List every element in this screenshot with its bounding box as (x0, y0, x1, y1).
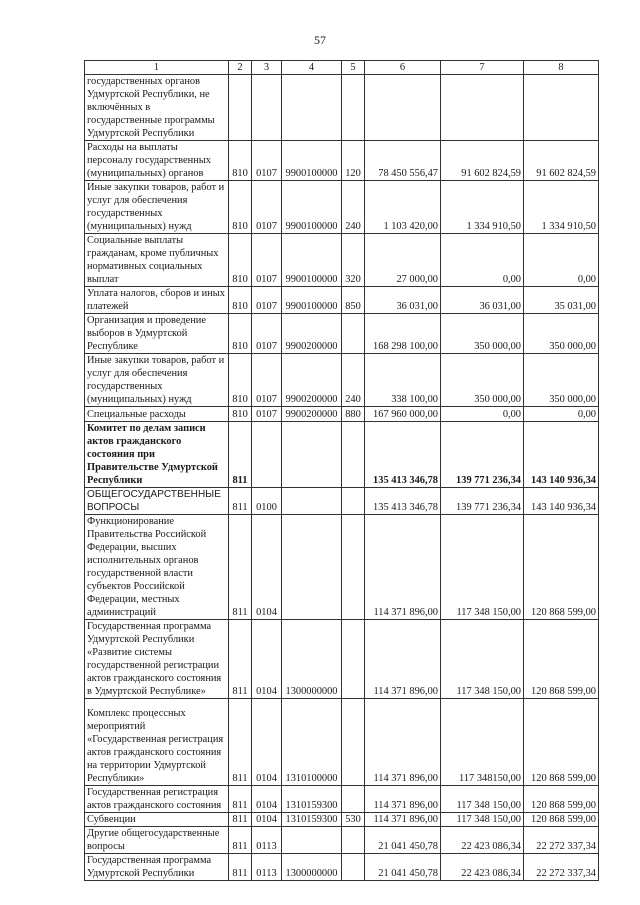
header-col-7: 7 (441, 61, 524, 75)
row-name: Субвенции (85, 813, 229, 827)
header-col-8: 8 (524, 61, 599, 75)
row-expense-type (342, 786, 365, 813)
row-gr-code: 811 (229, 620, 252, 699)
row-expense-type (342, 827, 365, 854)
row-amount-col8: 143 140 936,34 (524, 488, 599, 515)
row-expense-type (342, 699, 365, 786)
row-amount-col6: 114 371 896,00 (365, 813, 441, 827)
row-amount-col6: 114 371 896,00 (365, 699, 441, 786)
table-row (85, 287, 599, 314)
row-target-code: 1310100000 (282, 699, 342, 786)
row-gr-code: 811 (229, 422, 252, 488)
row-amount-col6: 167 960 000,00 (365, 407, 441, 422)
row-gr-code: 811 (229, 488, 252, 515)
table-row (85, 699, 599, 786)
row-amount-col7: 22 423 086,34 (441, 827, 524, 854)
row-target-code: 9900200000 (282, 354, 342, 407)
row-expense-type (342, 854, 365, 881)
row-amount-col8: 0,00 (524, 234, 599, 287)
row-amount-col7: 0,00 (441, 234, 524, 287)
row-expense-type: 880 (342, 407, 365, 422)
row-amount-col8: 350 000,00 (524, 354, 599, 407)
row-name: Организация и проведение выборов в Удмуртской Республике (85, 314, 229, 354)
row-section-code: 0113 (252, 854, 282, 881)
table-row (85, 827, 599, 854)
row-name: ОБЩЕГОСУДАРСТВЕННЫЕ ВОПРОСЫ (85, 488, 229, 515)
table-row (85, 314, 599, 354)
row-amount-col7: 350 000,00 (441, 314, 524, 354)
row-gr-code: 810 (229, 407, 252, 422)
row-amount-col8: 22 272 337,34 (524, 854, 599, 881)
row-target-code (282, 75, 342, 141)
row-gr-code: 810 (229, 181, 252, 234)
header-col-3: 3 (252, 61, 282, 75)
row-name: Функционирование Правительства Российской Федерации, высших исполнительных органов государственной власти субъектов Российской Федерации, местных администраций (85, 515, 229, 620)
row-amount-col8: 0,00 (524, 407, 599, 422)
row-target-code: 1300000000 (282, 854, 342, 881)
table-row (85, 854, 599, 881)
row-name: Иные закупки товаров, работ и услуг для обеспечения государственных (муниципальных) нужд (85, 181, 229, 234)
header-col-5: 5 (342, 61, 365, 75)
row-target-code (282, 515, 342, 620)
row-target-code: 9900200000 (282, 314, 342, 354)
page-number: 57 (314, 33, 326, 47)
row-expense-type (342, 422, 365, 488)
row-amount-col8: 91 602 824,59 (524, 141, 599, 181)
row-amount-col7: 139 771 236,34 (441, 422, 524, 488)
row-amount-col8: 35 031,00 (524, 287, 599, 314)
row-gr-code: 811 (229, 515, 252, 620)
row-expense-type (342, 314, 365, 354)
table-row (85, 75, 599, 141)
row-amount-col7: 117 348 150,00 (441, 786, 524, 813)
row-amount-col6: 135 413 346,78 (365, 488, 441, 515)
table-header-row (85, 61, 599, 75)
row-expense-type: 240 (342, 354, 365, 407)
row-gr-code: 810 (229, 141, 252, 181)
row-amount-col8: 120 868 599,00 (524, 620, 599, 699)
row-target-code: 9900100000 (282, 141, 342, 181)
row-name: Комплекс процессных мероприятий «Государственная регистрация актов гражданского состояния на территории Удмуртской Республики» (85, 699, 229, 786)
row-target-code (282, 827, 342, 854)
row-gr-code: 810 (229, 314, 252, 354)
row-amount-col8 (524, 75, 599, 141)
row-expense-type (342, 488, 365, 515)
table-row (85, 488, 599, 515)
row-gr-code: 811 (229, 786, 252, 813)
row-target-code (282, 488, 342, 515)
header-col-4: 4 (282, 61, 342, 75)
row-expense-type: 320 (342, 234, 365, 287)
row-section-code: 0107 (252, 141, 282, 181)
row-expense-type: 120 (342, 141, 365, 181)
row-target-code: 9900100000 (282, 181, 342, 234)
budget-table (84, 60, 599, 881)
row-name: Уплата налогов, сборов и иных платежей (85, 287, 229, 314)
table-row (85, 813, 599, 827)
table-row (85, 234, 599, 287)
row-expense-type (342, 515, 365, 620)
row-expense-type (342, 75, 365, 141)
row-name: Государственная программа Удмуртской Республики (85, 854, 229, 881)
row-amount-col7: 117 348 150,00 (441, 515, 524, 620)
row-name: Государственная программа Удмуртской Республики «Развитие системы государственной регистрации актов гражданского состояния в Удмуртской Республике» (85, 620, 229, 699)
row-amount-col6: 21 041 450,78 (365, 827, 441, 854)
table-row (85, 620, 599, 699)
row-amount-col8: 143 140 936,34 (524, 422, 599, 488)
row-amount-col8: 120 868 599,00 (524, 699, 599, 786)
row-name: Расходы на выплаты персоналу государственных (муниципальных) органов (85, 141, 229, 181)
row-section-code: 0107 (252, 407, 282, 422)
row-target-code: 9900100000 (282, 234, 342, 287)
row-section-code: 0100 (252, 488, 282, 515)
table-row (85, 515, 599, 620)
row-section-code: 0107 (252, 314, 282, 354)
row-name: Государственная регистрация актов гражданского состояния (85, 786, 229, 813)
row-amount-col8: 120 868 599,00 (524, 786, 599, 813)
header-col-6: 6 (365, 61, 441, 75)
row-amount-col6: 1 103 420,00 (365, 181, 441, 234)
row-name: Комитет по делам записи актов гражданского состояния при Правительстве Удмуртской Республики (85, 422, 229, 488)
row-section-code: 0104 (252, 620, 282, 699)
row-target-code: 1310159300 (282, 813, 342, 827)
row-expense-type: 240 (342, 181, 365, 234)
row-gr-code (229, 75, 252, 141)
row-target-code: 1310159300 (282, 786, 342, 813)
row-amount-col7: 0,00 (441, 407, 524, 422)
row-amount-col8: 350 000,00 (524, 314, 599, 354)
header-col-2: 2 (229, 61, 252, 75)
row-amount-col7: 36 031,00 (441, 287, 524, 314)
table-row (85, 354, 599, 407)
row-section-code (252, 422, 282, 488)
row-section-code: 0104 (252, 515, 282, 620)
row-name: государственных органов Удмуртской Республики, не включённых в государственные программы Удмуртской Республики (85, 75, 229, 141)
row-amount-col7 (441, 75, 524, 141)
row-gr-code: 811 (229, 813, 252, 827)
row-amount-col8: 120 868 599,00 (524, 813, 599, 827)
row-section-code: 0104 (252, 699, 282, 786)
row-amount-col6: 135 413 346,78 (365, 422, 441, 488)
row-target-code (282, 422, 342, 488)
row-amount-col6: 36 031,00 (365, 287, 441, 314)
row-section-code (252, 75, 282, 141)
row-target-code: 1300000000 (282, 620, 342, 699)
table-row (85, 407, 599, 422)
row-gr-code: 811 (229, 827, 252, 854)
row-name: Иные закупки товаров, работ и услуг для обеспечения государственных (муниципальных) нужд (85, 354, 229, 407)
row-amount-col7: 350 000,00 (441, 354, 524, 407)
row-amount-col6: 27 000,00 (365, 234, 441, 287)
row-gr-code: 811 (229, 854, 252, 881)
row-amount-col6 (365, 75, 441, 141)
row-gr-code: 810 (229, 354, 252, 407)
row-amount-col8: 22 272 337,34 (524, 827, 599, 854)
row-amount-col8: 1 334 910,50 (524, 181, 599, 234)
row-gr-code: 810 (229, 287, 252, 314)
row-amount-col6: 168 298 100,00 (365, 314, 441, 354)
row-amount-col6: 114 371 896,00 (365, 620, 441, 699)
table-row (85, 181, 599, 234)
row-amount-col6: 338 100,00 (365, 354, 441, 407)
row-target-code: 9900200000 (282, 407, 342, 422)
row-amount-col7: 1 334 910,50 (441, 181, 524, 234)
row-expense-type: 850 (342, 287, 365, 314)
table-row (85, 422, 599, 488)
row-target-code: 9900100000 (282, 287, 342, 314)
row-section-code: 0107 (252, 354, 282, 407)
row-amount-col7: 117 348 150,00 (441, 813, 524, 827)
row-name: Специальные расходы (85, 407, 229, 422)
row-section-code: 0113 (252, 827, 282, 854)
row-amount-col7: 139 771 236,34 (441, 488, 524, 515)
row-expense-type: 530 (342, 813, 365, 827)
row-section-code: 0107 (252, 181, 282, 234)
row-amount-col6: 114 371 896,00 (365, 515, 441, 620)
row-amount-col7: 91 602 824,59 (441, 141, 524, 181)
row-section-code: 0104 (252, 786, 282, 813)
row-gr-code: 810 (229, 234, 252, 287)
row-name: Другие общегосударственные вопросы (85, 827, 229, 854)
row-amount-col6: 78 450 556,47 (365, 141, 441, 181)
row-amount-col7: 117 348150,00 (441, 699, 524, 786)
row-name: Социальные выплаты гражданам, кроме публичных нормативных социальных выплат (85, 234, 229, 287)
header-col-1: 1 (85, 61, 229, 75)
row-amount-col6: 21 041 450,78 (365, 854, 441, 881)
row-section-code: 0107 (252, 234, 282, 287)
row-section-code: 0104 (252, 813, 282, 827)
row-expense-type (342, 620, 365, 699)
row-section-code: 0107 (252, 287, 282, 314)
row-gr-code: 811 (229, 699, 252, 786)
row-amount-col8: 120 868 599,00 (524, 515, 599, 620)
row-amount-col7: 22 423 086,34 (441, 854, 524, 881)
row-amount-col6: 114 371 896,00 (365, 786, 441, 813)
table-row (85, 141, 599, 181)
table-row (85, 786, 599, 813)
row-amount-col7: 117 348 150,00 (441, 620, 524, 699)
